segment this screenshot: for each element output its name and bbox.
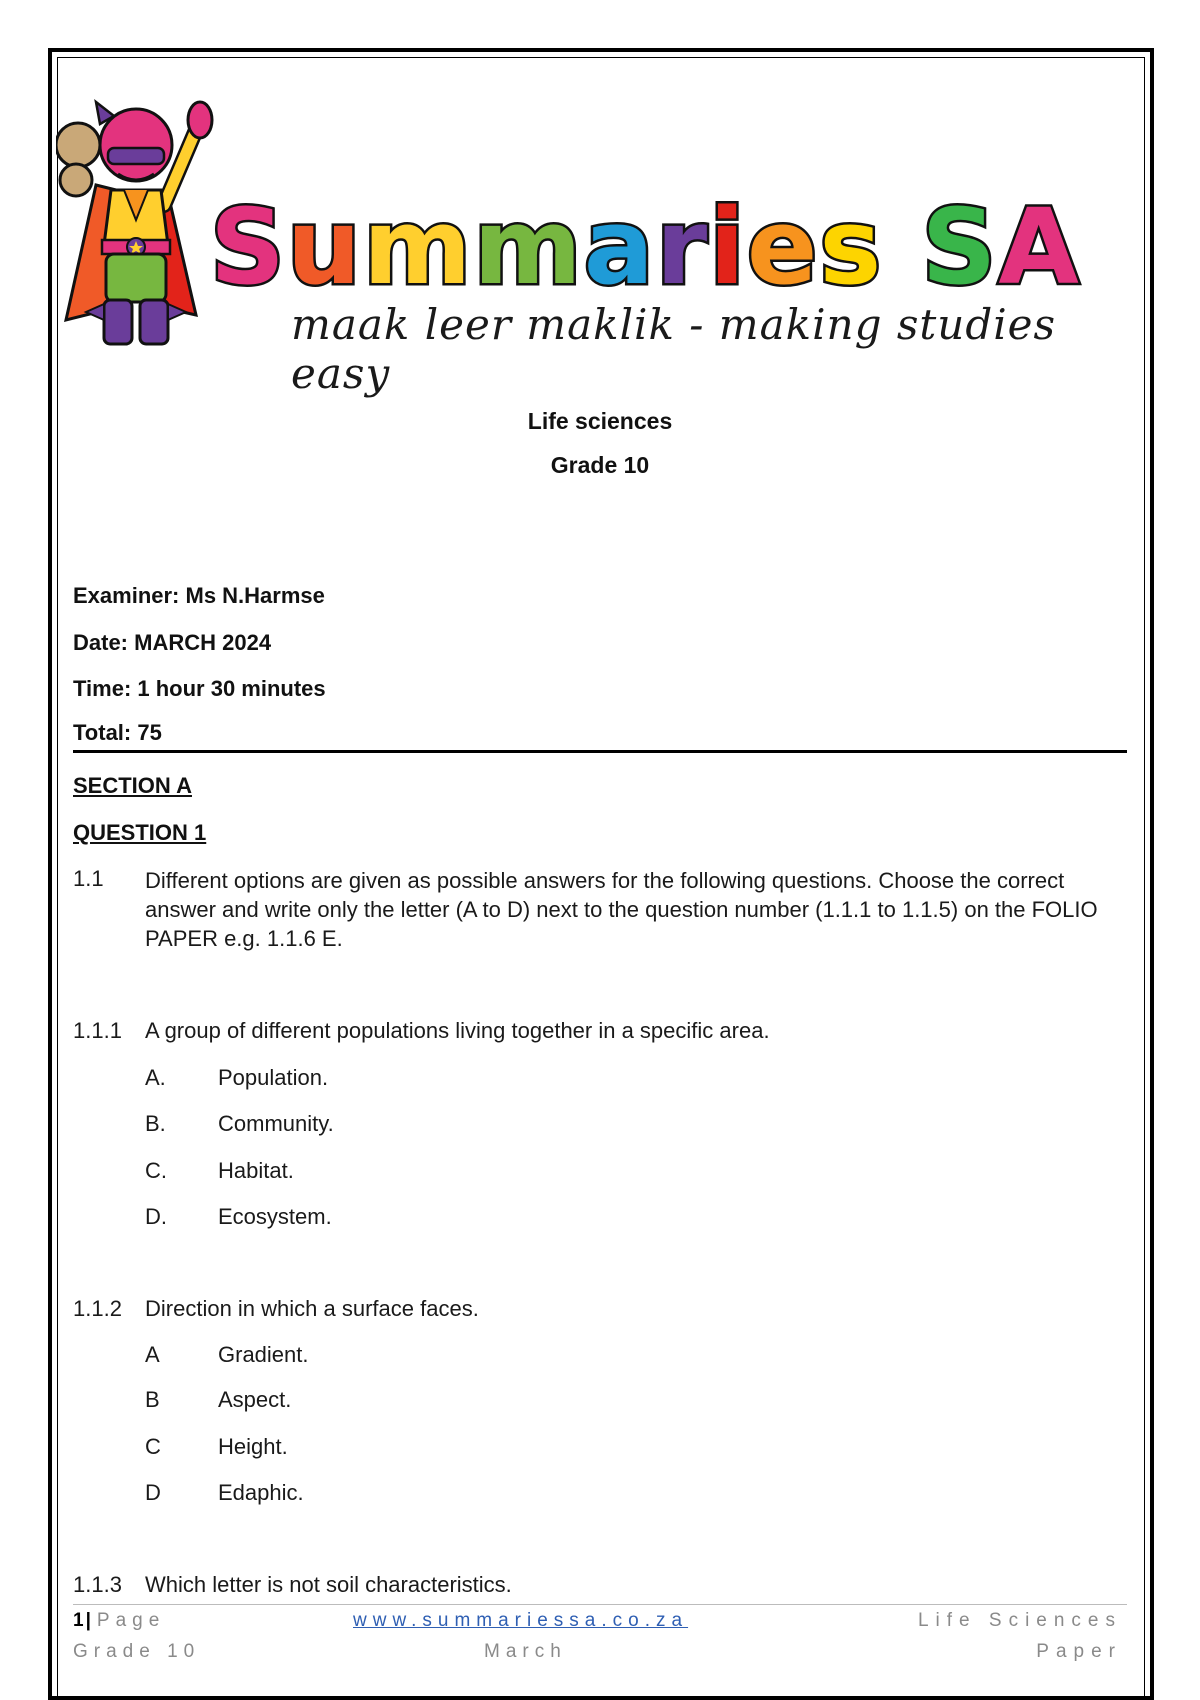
page-label: Page: [96, 1610, 166, 1631]
wordmark-letter: S: [921, 186, 999, 308]
time-line: Time: 1 hour 30 minutes: [73, 676, 326, 701]
svg-text:Summaries SA: [210, 186, 1081, 308]
summaries-sa-logo: [56, 90, 1146, 398]
footer-website-link[interactable]: www.summariessa.co.za: [353, 1610, 689, 1631]
option-letter: C.: [145, 1158, 167, 1183]
option-letter: A.: [145, 1065, 166, 1090]
question-text: Direction in which a surface faces.: [145, 1296, 479, 1321]
subject-title: Life sciences: [527, 408, 673, 434]
option-letter: C: [145, 1434, 161, 1459]
intro-number: 1.1: [73, 866, 104, 891]
option-text: Population.: [218, 1065, 329, 1090]
footer-paper: Paper: [1036, 1641, 1122, 1662]
option-letter: B.: [145, 1111, 166, 1136]
question-number: 1.1.1: [73, 1018, 122, 1043]
wordmark-letter: u: [286, 186, 363, 308]
date-line: Date: MARCH 2024: [73, 630, 272, 655]
tagline: maak leer maklik - making studies easy: [291, 300, 1057, 398]
superhero-mascot-icon: [56, 90, 216, 360]
question-text: A group of different populations living together in a specific area.: [145, 1018, 770, 1043]
option-letter: B: [145, 1387, 160, 1412]
option-letter: D.: [145, 1204, 167, 1229]
total-line: Total: 75: [73, 720, 162, 745]
examiner-line: Examiner: Ms N.Harmse: [73, 583, 325, 608]
wordmark-letter: m: [362, 186, 474, 308]
footer-month: March: [484, 1641, 567, 1662]
section-heading: SECTION A: [73, 773, 192, 798]
header-divider: [73, 750, 1127, 753]
option-letter: A: [145, 1342, 160, 1367]
wordmark-letter: e: [746, 186, 820, 308]
question-text: Which letter is not soil characteristics.: [145, 1572, 512, 1597]
option-letter: D: [145, 1480, 161, 1505]
footer-page-number: [73, 1610, 165, 1632]
page-number: 1: [73, 1610, 84, 1631]
option-text: Habitat.: [218, 1158, 294, 1183]
option-text: Height.: [218, 1434, 288, 1459]
footer-subject: Life Sciences: [917, 1610, 1122, 1631]
wordmark-letter: a: [583, 186, 656, 308]
question-number: 1.1.3: [73, 1572, 122, 1597]
option-text: Community.: [218, 1111, 334, 1136]
wordmark-letter: A: [998, 186, 1081, 308]
wordmark-letter: [883, 186, 921, 308]
wordmark-letter: m: [473, 186, 584, 308]
question-number: 1.1.2: [73, 1296, 122, 1321]
wordmark-letter: s: [819, 186, 884, 308]
intro-instructions: Different options are given as possible answers for the following questions. Choose the correct answer and write only the letter (A to D) next to the question number (1.1.1 to 1.1.5) on the FOLIO PAPER e.g. 1.1.6 E.: [145, 868, 1098, 951]
wordmark-graphic: [206, 185, 1196, 308]
option-text: Aspect.: [218, 1387, 292, 1412]
option-text: Ecosystem.: [218, 1204, 332, 1229]
grade-title: Grade 10: [550, 452, 650, 478]
option-text: Gradient.: [218, 1342, 309, 1367]
option-text: Edaphic.: [218, 1480, 304, 1505]
question-heading: QUESTION 1: [73, 820, 207, 845]
page-separator: |: [85, 1610, 91, 1631]
footer-divider: [73, 1604, 1127, 1605]
footer-grade: Grade 10: [73, 1641, 201, 1662]
wordmark-letter: i: [709, 186, 747, 308]
wordmark-letter: r: [655, 186, 710, 308]
wordmark-letter: S: [210, 186, 287, 308]
